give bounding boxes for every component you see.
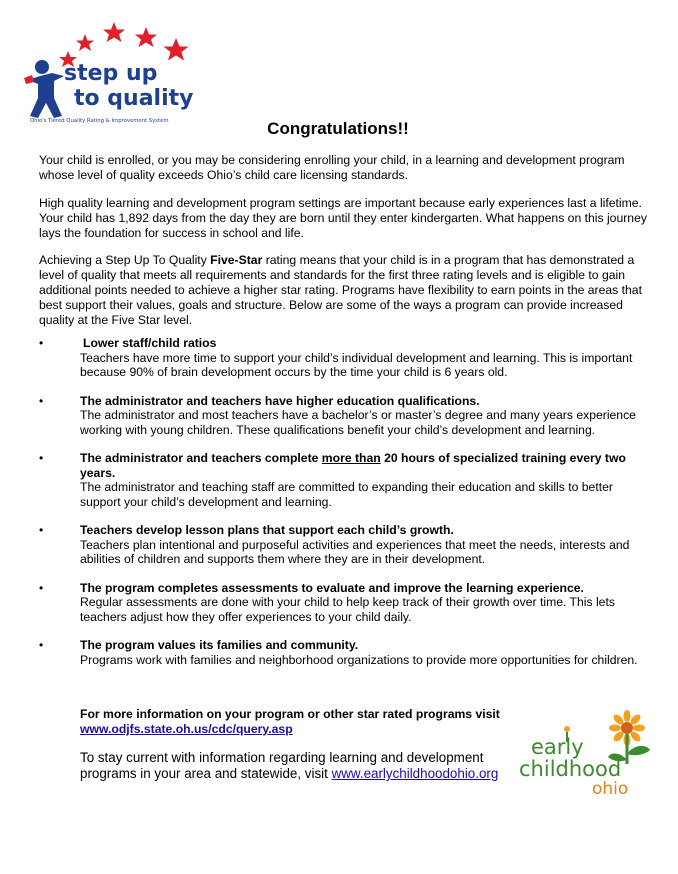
intro-paragraph: Your child is enrolled, or you may be considering enrolling your child, in a learning and development program whose level of quality exceeds Ohio’s child care licensing standards.	[39, 153, 625, 182]
list-item-heading: The administrator and teachers complete more than 20 hours of specialized training every two years.	[80, 451, 626, 480]
more-info-block	[80, 707, 520, 737]
sunflower-icon	[608, 710, 650, 764]
step-up-to-quality-logo	[24, 18, 204, 128]
list-item-body: Teachers have more time to support your child’s individual development and learning. This is important because 90% of brain development occurs by the time your child is 6 years old.	[80, 350, 633, 379]
list-item-heading: The program completes assessments to evaluate and improve the learning experience.	[80, 580, 584, 595]
list-item	[39, 451, 649, 509]
list-item	[39, 581, 649, 625]
list-item-body: Programs work with families and neighborhood organizations to provide more opportunities for children.	[80, 652, 638, 667]
quality-list	[39, 336, 649, 667]
list-item	[39, 638, 649, 667]
odjfs-link[interactable]: www.odjfs.state.oh.us/cdc/query.asp	[80, 722, 293, 736]
logo-word-early: early	[531, 735, 584, 759]
logo-line1: step up	[64, 61, 158, 86]
list-item-body: The administrator and teaching staff are committed to expanding their education and skills to better support your child’s development and learning.	[80, 480, 613, 509]
bullet-icon: •	[39, 580, 44, 595]
bullet-icon: •	[39, 638, 44, 652]
list-item-heading: The program values its families and community.	[80, 638, 359, 652]
bullet-icon: •	[39, 451, 44, 465]
logo-line2: to quality	[74, 86, 194, 111]
list-item	[39, 394, 649, 438]
list-item-heading: Teachers develop lesson plans that support each child’s growth.	[80, 523, 454, 537]
early-childhood-ohio-link[interactable]: www.earlychildhoodohio.org	[331, 766, 499, 781]
stay-current-text: To stay current with information regarding learning and development programs in your area and statewide, visit	[80, 750, 484, 781]
logo-word-childhood: childhood	[519, 757, 622, 781]
logo-word-ohio: ohio	[592, 779, 629, 799]
bullet-icon: •	[39, 393, 44, 408]
list-item-heading: The administrator and teachers have higher education qualifications.	[80, 393, 480, 408]
list-item-body: Teachers plan intentional and purposeful activities and experiences that meet the needs, interests and abilities of children and supports them where they are in their development.	[80, 537, 630, 566]
bullet-icon: •	[39, 523, 44, 537]
child-figure-icon	[24, 60, 64, 118]
bullet-icon: •	[39, 336, 44, 350]
list-item-body: Regular assessments are done with your child to help keep track of their growth over time. This lets teachers adjust how they offer experiences to your child daily.	[80, 595, 615, 624]
lifetime-paragraph: High quality learning and development program settings are important because early experiences last a lifetime. Your child has 1,892 days from the day they are born until they enter kindergarten. What happens on this journey lays the foundation for success in school and life.	[39, 196, 647, 240]
list-item	[39, 336, 649, 380]
stay-current-block	[80, 750, 520, 782]
page-title: Congratulations!!	[267, 119, 409, 138]
early-childhood-ohio-logo	[516, 710, 656, 800]
list-item	[39, 523, 649, 567]
logo-tagline: Ohio's Tiered Quality Rating & Improvement System	[30, 118, 169, 124]
list-item-body: The administrator and most teachers have a bachelor’s or master’s degree and many years experience working with young children. These qualifications benefit your child’s development and learning.	[80, 408, 636, 437]
five-star-paragraph: Achieving a Step Up To Quality Five-Star rating means that your child is in a program that has demonstrated a level of quality that meets all requirements and standards for the first three rating levels and is eligible to gain additional points needed to achieve a higher star rating. Programs have flexibility to earn points in the areas that best support their values, goals and structure. Below are some of the ways a program can provide increased quality at the Five Star level.	[39, 253, 642, 327]
more-info-text: For more information on your program or other star rated programs visit	[80, 707, 500, 721]
list-item-heading: Lower staff/child ratios	[83, 336, 217, 350]
